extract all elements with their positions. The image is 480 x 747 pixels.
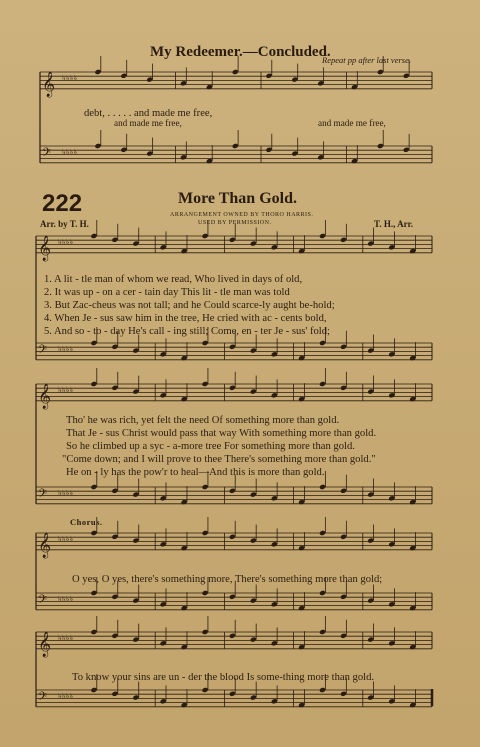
key-signature: ♭♭♭♭ (58, 594, 74, 604)
verse-5-part-2: He on - ly has the pow'r to heal—And this is more than gold. (66, 467, 325, 478)
key-signature: ♭♭♭♭ (58, 691, 74, 701)
bass-clef: 𝄢 (38, 487, 48, 504)
key-signature: ♭♭♭♭ (58, 534, 74, 544)
key-signature: ♭♭♭♭ (62, 147, 78, 157)
lyric-line: debt, . . . . . and made me free, (84, 108, 213, 119)
hymn-number: 222 (42, 190, 83, 217)
lyric-echo: and made me free, (114, 118, 182, 128)
key-signature: ♭♭♭♭ (58, 488, 74, 498)
chorus-line-2: To know your sins are un - der the blood Is some-thing more than gold. (72, 672, 375, 683)
key-signature: ♭♭♭♭ (58, 633, 74, 643)
verse-5-part-1: 5. And so - to - day He's call - ing still; Come, en - ter Je - sus' fold; (44, 326, 330, 337)
bass-clef: 𝄢 (38, 593, 48, 610)
verse-3-part-2: So he climbed up a syc - a-more tree For something more than gold. (66, 441, 355, 452)
verse-1-part-1: 1. A lit - tle man of whom we read, Who lived in days of old, (44, 274, 303, 285)
continued-hymn-title: My Redeemer.—Concluded. (150, 44, 331, 60)
treble-clef: 𝄞 (42, 71, 56, 97)
treble-clef: 𝄞 (38, 235, 52, 261)
key-signature: ♭♭♭♭ (58, 344, 74, 354)
bass-clef: 𝄢 (38, 690, 48, 707)
copyright-note: ARRANGEMENT OWNED BY THORO HARRIS. (170, 212, 314, 218)
permission-note: USED BY PERMISSION. (198, 220, 272, 226)
hymn-title: More Than Gold. (178, 190, 297, 207)
bass-clef: 𝄢 (42, 146, 52, 163)
chorus-label: Chorus. (70, 517, 103, 527)
music-credit: T. H., Arr. (374, 219, 414, 229)
bass-clef: 𝄢 (38, 343, 48, 360)
key-signature: ♭♭♭♭ (58, 237, 74, 247)
verse-1-part-2: Tho' he was rich, yet felt the need Of something more than gold. (66, 415, 340, 426)
words-credit: Arr. by T. H. (40, 219, 89, 229)
treble-clef: 𝄞 (38, 532, 52, 558)
treble-clef: 𝄞 (38, 383, 52, 409)
verse-4-part-1: 4. When Je - sus saw him in the tree, He cried with ac - cents bold, (44, 313, 327, 324)
verse-2-part-1: 2. It was up - on a cer - tain day This lit - tle man was told (44, 287, 290, 298)
verse-3-part-1: 3. But Zac-cheus was not tall; and he Could scarce-ly aught be-hold; (44, 300, 335, 311)
treble-clef: 𝄞 (38, 631, 52, 657)
key-signature: ♭♭♭♭ (62, 73, 78, 83)
key-signature: ♭♭♭♭ (58, 385, 74, 395)
verse-2-part-2: That Je - sus Christ would pass that way With something more than gold. (66, 428, 377, 439)
repeat-instruction: Repeat pp after last verse. (322, 55, 411, 65)
chorus-line-1: O yes, O yes, there's something more, There's something more than gold; (72, 574, 383, 585)
verse-4-part-2: "Come down; and I will prove to thee There's something more than gold." (62, 454, 376, 465)
lyric-echo: and made me free, (318, 118, 386, 128)
